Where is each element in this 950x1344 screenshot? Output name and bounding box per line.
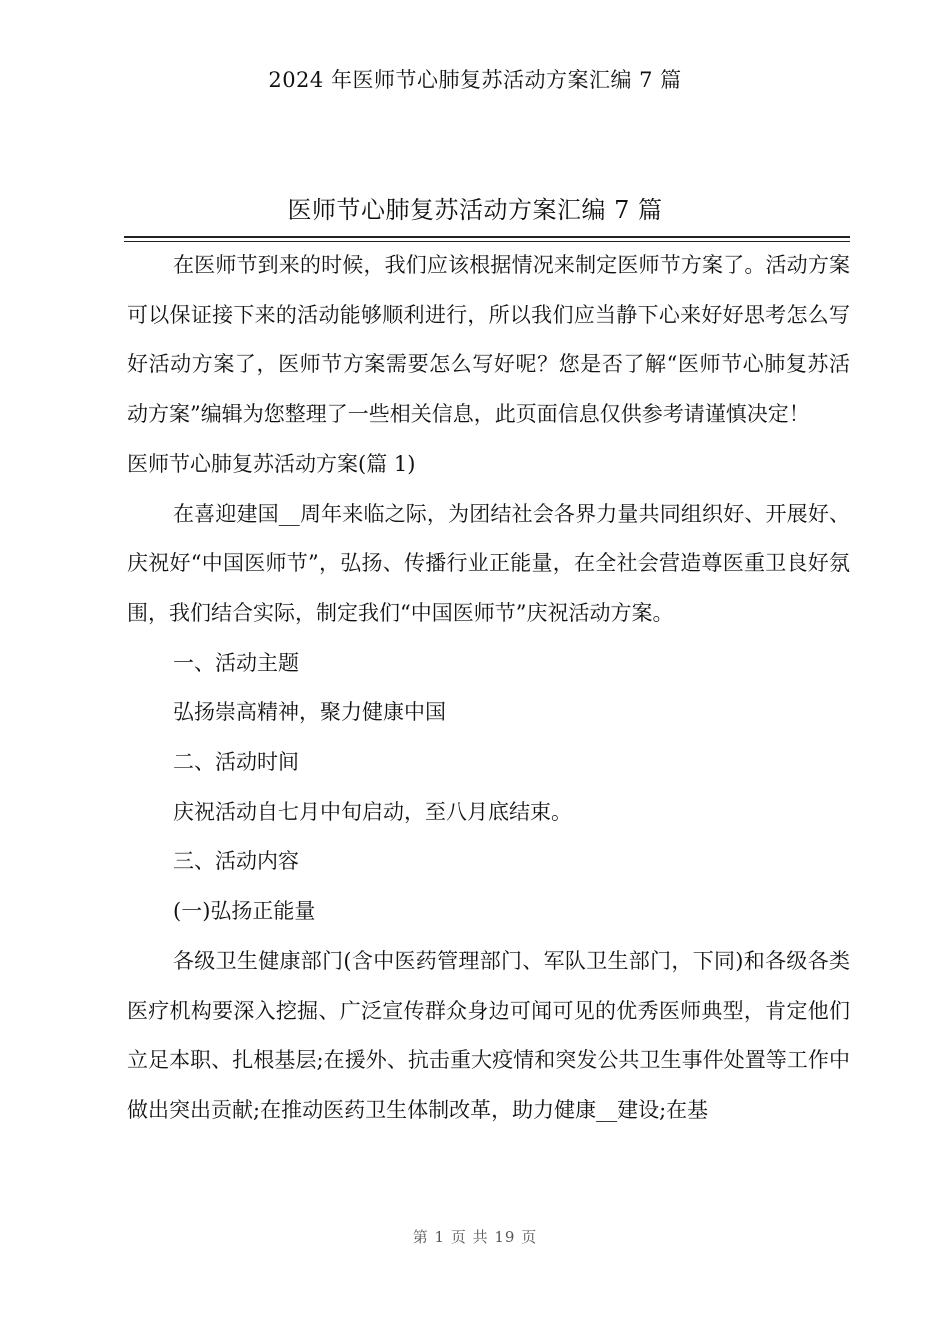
body-paragraph: 各级卫生健康部门(含中医药管理部门、军队卫生部门，下同)和各级各类医疗机构要深入挖掘、广泛宣传群众身边可闻可见的优秀医师典型，肯定他们立足本职、扎根基层;在援外、抗击重大疫情和突发公共卫生事件处置等工作中做出突出贡献;在推动医药卫生体制改革，助力健康__建设;在基 [127, 948, 850, 1122]
page-number-footer: 第 1 页 共 19 页 [412, 1228, 538, 1246]
body-paragraph: 弘扬崇高精神，聚力健康中国 [173, 700, 446, 725]
body-paragraph: 庆祝活动自七月中旬启动，至八月底结束。 [173, 799, 572, 824]
document-title: 医师节心肺复苏活动方案汇编 7 篇 [287, 196, 663, 224]
heading-activity-time: 二、活动时间 [173, 750, 299, 775]
intro-paragraph: 在医师节到来的时候，我们应该根据情况来制定医师节方案了。活动方案可以保证接下来的活动能够顺利进行，所以我们应当静下心来好好思考怎么写好活动方案了，医师节方案需要怎么写好呢？您是否了解“医师节心肺复苏活动方案”编辑为您整理了一些相关信息，此页面信息仅供参考请谨慎决定！ [127, 253, 850, 427]
body-paragraph: 在喜迎建国__周年来临之际，为团结社会各界力量共同组织好、开展好、庆祝好“中国医师节”，弘扬、传播行业正能量，在全社会营造尊医重卫良好氛围，我们结合实际，制定我们“中国医师节”庆祝活动方案。 [127, 501, 850, 625]
document-body [127, 241, 850, 1136]
section-heading-part-1: 医师节心肺复苏活动方案(篇 1) [127, 451, 416, 476]
subheading-positive-energy: (一)弘扬正能量 [173, 899, 316, 924]
heading-activity-theme: 一、活动主题 [173, 650, 299, 675]
page-header: 2024 年医师节心肺复苏活动方案汇编 7 篇 [268, 68, 682, 92]
heading-activity-content: 三、活动内容 [173, 849, 299, 874]
